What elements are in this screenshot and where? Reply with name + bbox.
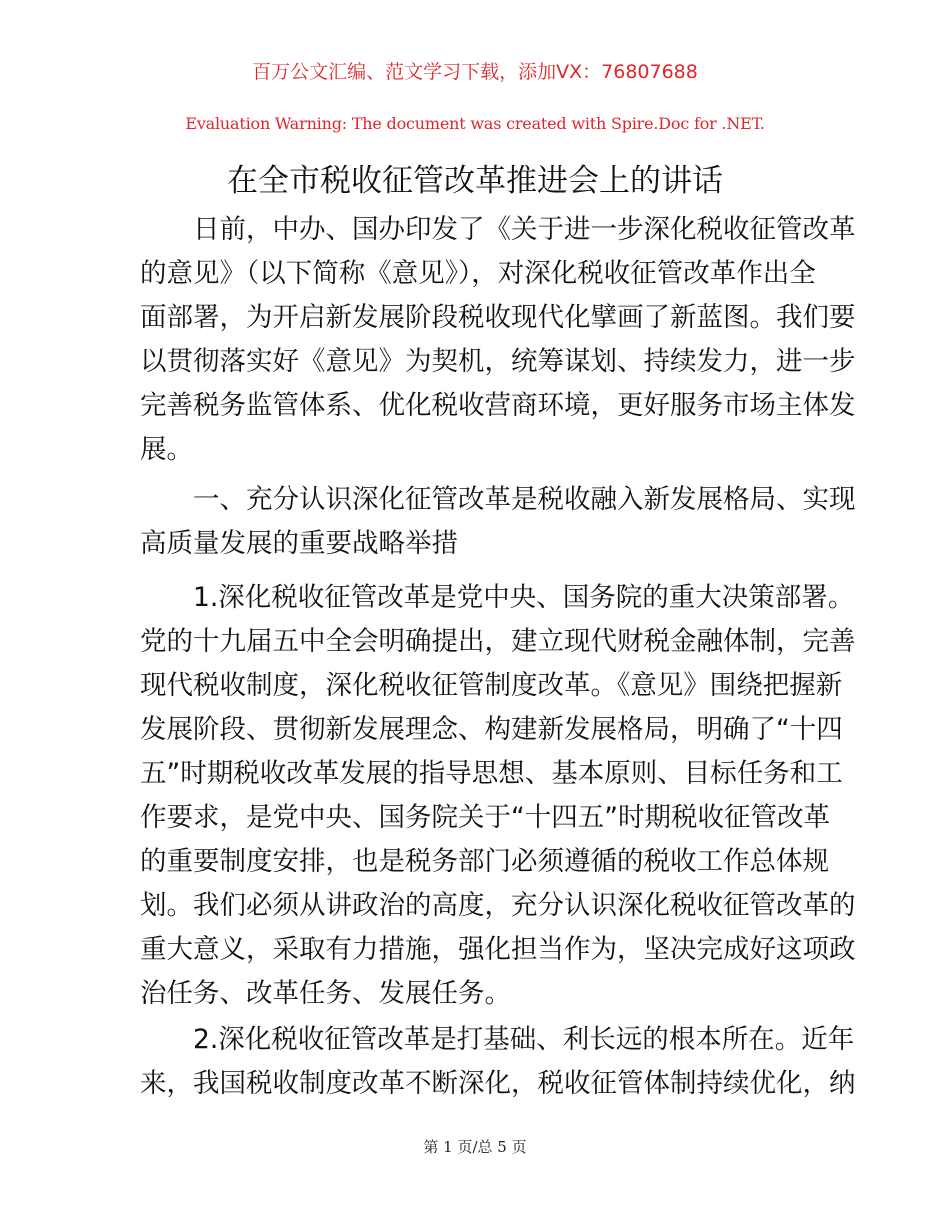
text-line: 以贯彻落实好《意见》为契机，统筹谋划、持续发力，进一步 [140, 346, 856, 377]
text-line: 完善税务监管体系、优化税收营商环境，更好服务市场主体发 [140, 390, 856, 421]
text-line: 来，我国税收制度改革不断深化，税收征管体制持续优化，纳 [140, 1068, 856, 1099]
document-title: 在全市税收征管改革推进会上的讲话 [227, 163, 723, 199]
text-line: 一、充分认识深化征管改革是税收融入新发展格局、实现 [140, 484, 856, 515]
paragraph-intro [140, 208, 856, 472]
text-line: 党的十九届五中全会明确提出，建立现代财税金融体制，完善 [140, 626, 856, 657]
promo-banner: 百万公文汇编、范文学习下载，添加VX：76807688 [252, 61, 698, 83]
text-line: 作要求，是党中央、国务院关于“十四五”时期税收征管改革 [140, 802, 830, 833]
text-line: 划。我们必须从讲政治的高度，充分认识深化税收征管改革的 [140, 890, 856, 921]
page-number: 第 1 页/总 5 页 [423, 1138, 527, 1156]
text-line: 高质量发展的重要战略举措 [140, 528, 458, 559]
text-line: 治任务、改革任务、发展任务。 [140, 978, 511, 1009]
paragraph-point-2 [140, 1018, 856, 1106]
text-line: 日前，中办、国办印发了《关于进一步深化税收征管改革 [140, 214, 856, 245]
text-line: 展。 [140, 434, 193, 465]
evaluation-warning: Evaluation Warning: The document was created with Spire.Doc for .NET. [185, 114, 765, 133]
text-line: 面部署，为开启新发展阶段税收现代化擘画了新蓝图。我们要 [140, 302, 856, 333]
text-line: 的意见》（以下简称《意见》），对深化税收征管改革作出全 [140, 258, 816, 289]
text-line: 重大意义，采取有力措施，强化担当作为，坚决完成好这项政 [140, 934, 856, 965]
section-heading-1 [140, 478, 856, 566]
text-line: 1.深化税收征管改革是党中央、国务院的重大决策部署。 [140, 582, 855, 613]
text-line: 2.深化税收征管改革是打基础、利长远的根本所在。近年 [140, 1024, 855, 1055]
text-line: 的重要制度安排，也是税务部门必须遵循的税收工作总体规 [140, 846, 829, 877]
text-line: 现代税收制度，深化税收征管制度改革。《意见》围绕把握新 [140, 670, 843, 701]
text-line: 五”时期税收改革发展的指导思想、基本原则、目标任务和工 [140, 758, 843, 789]
paragraph-point-1 [140, 576, 856, 1016]
text-line: 发展阶段、贯彻新发展理念、构建新发展格局，明确了“十四 [140, 714, 843, 745]
